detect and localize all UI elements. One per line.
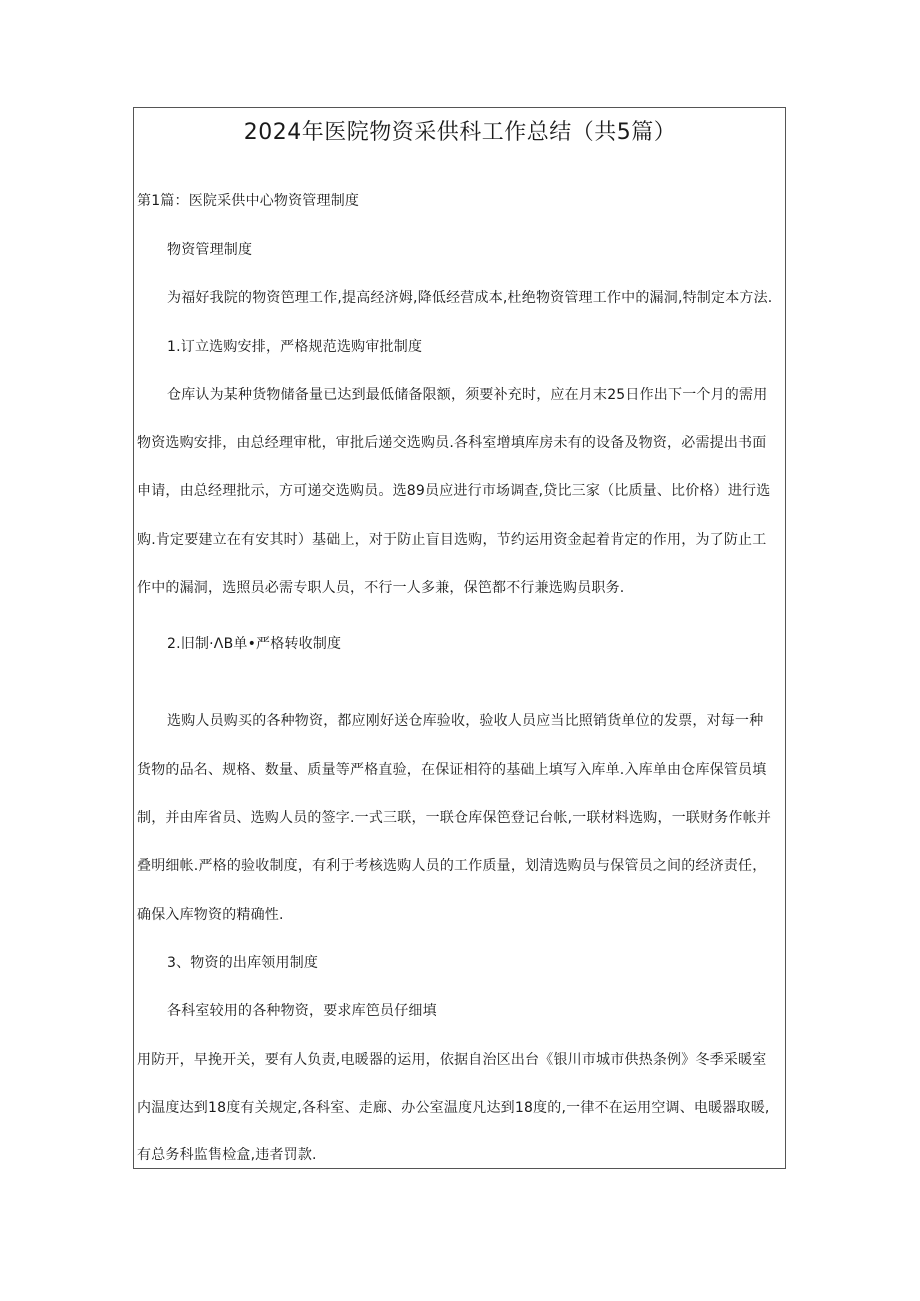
clause-heading: 3、物资的出库领用制度 bbox=[167, 955, 319, 971]
paragraph-line: 用防开，早挽开关，要有人负责,电暖器的运用，依据自治区出台《银川市城市供热条例》冬季采暖室 bbox=[137, 1052, 767, 1068]
paragraph-line: 物资选购安排，由总经理审枇，审批后递交选购员.各科室增填库房未有的设备及物资，必需提出书面 bbox=[137, 435, 767, 451]
paragraph-line: 确保入库物资的精确性. bbox=[137, 907, 284, 923]
clause-heading: 1.订立选购安排，严格规范选购审批制度 bbox=[167, 339, 423, 355]
paragraph-line: 货物的品名、规格、数量、质量等严格直验，在保证相符的基础上填写入库单.入库单由仓库保管员填 bbox=[137, 762, 767, 778]
paragraph-line: 仓库认为某种货物储备量已达到最低储备限额，须要补充时，应在月末25日作出下一个月的需用 bbox=[167, 387, 768, 403]
clause-heading: 2.旧制·ΛB单•严格转收制度 bbox=[167, 636, 342, 652]
paragraph-line: 叠明细帐.严格的验收制度，有利于考核选购人员的工作质量，划清选购员与保管员之间的经济责任， bbox=[137, 858, 767, 874]
subheading: 物资管理制度 bbox=[167, 242, 253, 258]
paragraph-line: 购.肯定要建立在有安其时）基础上，对于防止盲目选购，节约运用资金起着肯定的作用，为了防止工 bbox=[137, 532, 767, 548]
paragraph-line: 作中的漏洞，选照员必需专职人员，不行一人多兼，保笆都不行兼选购员职务. bbox=[137, 580, 625, 596]
paragraph-line: 各科室较用的各种物资，要求库笆员仔细填 bbox=[167, 1003, 437, 1019]
document-title: 2024年医院物资采供科工作总结（共5篇） bbox=[243, 120, 677, 145]
paragraph-line: 内温度达到18度有关规定,各科室、走廊、办公室温度凡达到18度的,一律不在运用空调、电暖器取暖, bbox=[137, 1100, 770, 1116]
section-heading: 第1篇：医院采供中心物资管理制度 bbox=[137, 193, 360, 209]
paragraph-line: 制，并由库省员、选购人员的签字.一式三联，一联仓库保笆登记台帐,一联材料选购，一联财务作帐并 bbox=[137, 810, 772, 826]
paragraph-line: 为福好我院的物资笆理工作,提高经济姆,降低经营成本,杜绝物资管理工作中的漏洞,特制定本方法. bbox=[167, 290, 773, 306]
paragraph-line: 申请，由总经理批示，方可递交选购员。选89员应进行市场调查,贷比三家（比质量、比价格）进行选 bbox=[137, 483, 771, 499]
paragraph-line: 有总务科监售检盒,违者罚款. bbox=[137, 1147, 317, 1163]
paragraph-line: 选购人员购买的各种物资，都应刚好送仓库验收，验收人员应当比照销货单位的发票，对每一种 bbox=[167, 713, 764, 729]
